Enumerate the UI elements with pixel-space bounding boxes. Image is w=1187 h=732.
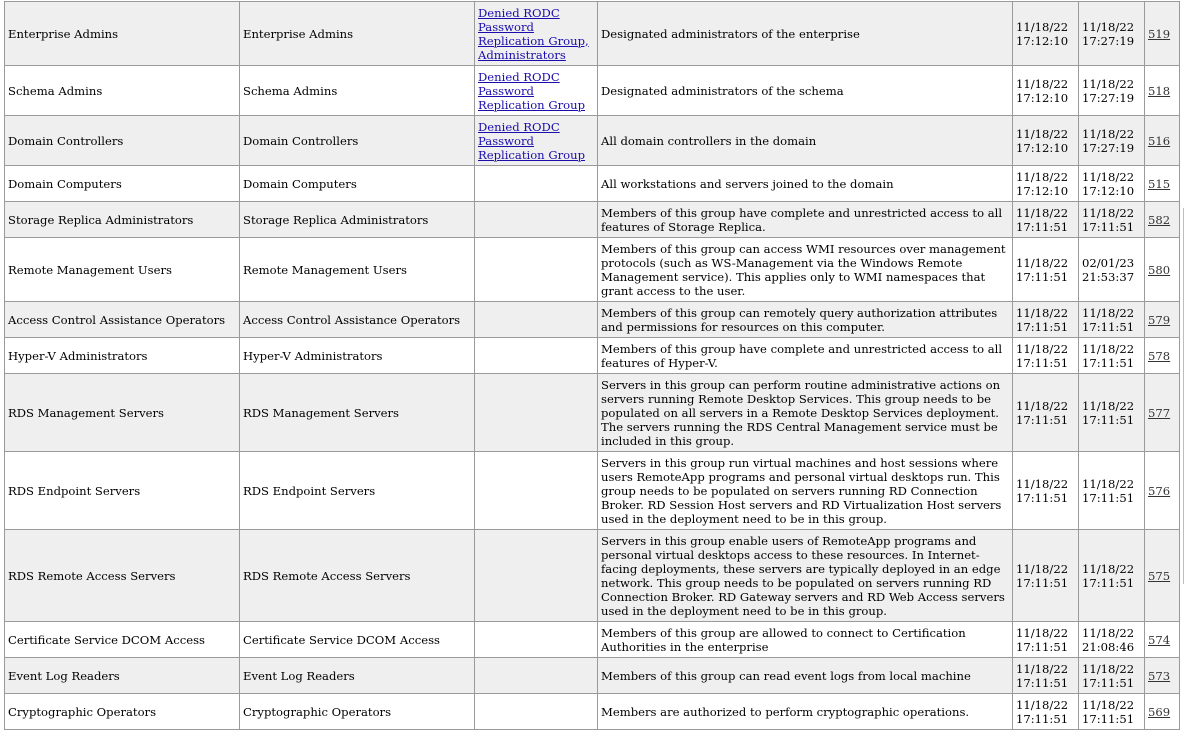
group-created: 11/18/22 17:11:51 (1013, 622, 1079, 658)
group-name: Access Control Assistance Operators (5, 302, 240, 338)
group-created: 11/18/22 17:12:10 (1013, 66, 1079, 116)
group-created: 11/18/22 17:12:10 (1013, 116, 1079, 166)
group-display-name: Access Control Assistance Operators (240, 302, 475, 338)
group-modified: 11/18/22 17:27:19 (1079, 116, 1145, 166)
group-name: RDS Remote Access Servers (5, 530, 240, 622)
group-created: 11/18/22 17:12:10 (1013, 2, 1079, 66)
group-modified: 11/18/22 17:27:19 (1079, 66, 1145, 116)
table-row (5, 530, 1180, 622)
group-description: All domain controllers in the domain (598, 116, 1013, 166)
group-display-name: RDS Remote Access Servers (240, 530, 475, 622)
group-created: 11/18/22 17:11:51 (1013, 338, 1079, 374)
rid-link[interactable]: 577 (1148, 405, 1171, 420)
table-row (5, 202, 1180, 238)
group-description: All workstations and servers joined to the domain (598, 166, 1013, 202)
vertical-scrollbar[interactable] (1183, 208, 1187, 584)
group-modified: 11/18/22 17:27:19 (1079, 2, 1145, 66)
table-row (5, 338, 1180, 374)
group-display-name: Certificate Service DCOM Access (240, 622, 475, 658)
rid-link[interactable]: 574 (1148, 632, 1171, 647)
group-rid (1145, 238, 1180, 302)
group-modified: 11/18/22 17:11:51 (1079, 302, 1145, 338)
group-created: 11/18/22 17:12:10 (1013, 166, 1079, 202)
group-description: Members of this group can access WMI resources over management protocols (such as WS-Management via the Windows Remote Management service). This applies only to WMI namespaces that grant access to the user. (598, 238, 1013, 302)
group-modified: 11/18/22 17:11:51 (1079, 452, 1145, 530)
groups-table-body (5, 2, 1180, 730)
rid-link[interactable]: 579 (1148, 312, 1171, 327)
group-display-name: Domain Computers (240, 166, 475, 202)
group-created: 11/18/22 17:11:51 (1013, 202, 1079, 238)
group-rid (1145, 530, 1180, 622)
group-display-name: Enterprise Admins (240, 2, 475, 66)
group-display-name: Domain Controllers (240, 116, 475, 166)
group-rid (1145, 622, 1180, 658)
group-display-name: RDS Endpoint Servers (240, 452, 475, 530)
groups-table (4, 1, 1180, 730)
group-name: Enterprise Admins (5, 2, 240, 66)
group-member-of (475, 66, 598, 116)
rid-link[interactable]: 580 (1148, 262, 1171, 277)
group-name: Domain Controllers (5, 116, 240, 166)
group-display-name: Hyper-V Administrators (240, 338, 475, 374)
group-member-of (475, 622, 598, 658)
group-member-of (475, 338, 598, 374)
group-name: RDS Endpoint Servers (5, 452, 240, 530)
rid-link[interactable]: 576 (1148, 483, 1171, 498)
group-description: Members of this group are allowed to connect to Certification Authorities in the enterprise (598, 622, 1013, 658)
group-description: Designated administrators of the schema (598, 66, 1013, 116)
group-rid (1145, 166, 1180, 202)
group-display-name: RDS Management Servers (240, 374, 475, 452)
group-description: Servers in this group can perform routine administrative actions on servers running Remote Desktop Services. This group needs to be populated on all servers in a Remote Desktop Services deployment. The servers running the RDS Central Management service must be included in this group. (598, 374, 1013, 452)
group-name: RDS Management Servers (5, 374, 240, 452)
rid-link[interactable]: 575 (1148, 568, 1171, 583)
group-name: Hyper-V Administrators (5, 338, 240, 374)
table-row (5, 658, 1180, 694)
table-row (5, 374, 1180, 452)
group-modified: 11/18/22 17:11:51 (1079, 338, 1145, 374)
group-created: 11/18/22 17:11:51 (1013, 374, 1079, 452)
group-member-of (475, 302, 598, 338)
group-modified: 11/18/22 17:11:51 (1079, 658, 1145, 694)
group-description: Designated administrators of the enterprise (598, 2, 1013, 66)
group-member-of (475, 694, 598, 730)
rid-link[interactable]: 515 (1148, 176, 1171, 191)
group-modified: 11/18/22 17:11:51 (1079, 530, 1145, 622)
group-rid (1145, 2, 1180, 66)
table-row (5, 302, 1180, 338)
group-modified: 11/18/22 21:08:46 (1079, 622, 1145, 658)
rid-link[interactable]: 519 (1148, 26, 1171, 41)
group-name: Domain Computers (5, 166, 240, 202)
table-row (5, 2, 1180, 66)
group-description: Servers in this group enable users of RemoteApp programs and personal virtual desktops access to these resources. In Internet-facing deployments, these servers are typically deployed in an edge network. This group needs to be populated on servers running RD Connection Broker. RD Gateway servers and RD Web Access servers used in the deployment need to be in this group. (598, 530, 1013, 622)
group-created: 11/18/22 17:11:51 (1013, 530, 1079, 622)
group-member-of (475, 202, 598, 238)
group-created: 11/18/22 17:11:51 (1013, 238, 1079, 302)
table-row (5, 622, 1180, 658)
table-row (5, 238, 1180, 302)
group-member-of (475, 530, 598, 622)
group-description: Servers in this group run virtual machines and host sessions where users RemoteApp programs and personal virtual desktops run. This group needs to be populated on servers running RD Connection Broker. RD Session Host servers and RD Virtualization Host servers used in the deployment need to be in this group. (598, 452, 1013, 530)
rid-link[interactable]: 578 (1148, 348, 1171, 363)
group-created: 11/18/22 17:11:51 (1013, 694, 1079, 730)
group-rid (1145, 374, 1180, 452)
group-modified: 11/18/22 17:11:51 (1079, 202, 1145, 238)
member-of-link[interactable]: Denied RODC Password Replication Group (478, 69, 586, 112)
group-rid (1145, 658, 1180, 694)
group-member-of (475, 238, 598, 302)
group-display-name: Event Log Readers (240, 658, 475, 694)
group-name: Event Log Readers (5, 658, 240, 694)
group-member-of (475, 452, 598, 530)
table-row (5, 452, 1180, 530)
rid-link[interactable]: 516 (1148, 133, 1171, 148)
group-modified: 11/18/22 17:11:51 (1079, 694, 1145, 730)
group-display-name: Storage Replica Administrators (240, 202, 475, 238)
group-name: Schema Admins (5, 66, 240, 116)
rid-link[interactable]: 582 (1148, 212, 1171, 227)
table-row (5, 166, 1180, 202)
group-created: 11/18/22 17:11:51 (1013, 302, 1079, 338)
group-name: Certificate Service DCOM Access (5, 622, 240, 658)
group-created: 11/18/22 17:11:51 (1013, 452, 1079, 530)
group-member-of (475, 166, 598, 202)
group-rid (1145, 302, 1180, 338)
group-rid (1145, 202, 1180, 238)
group-display-name: Schema Admins (240, 66, 475, 116)
group-rid (1145, 66, 1180, 116)
rid-link[interactable]: 518 (1148, 83, 1171, 98)
group-member-of (475, 116, 598, 166)
group-name: Storage Replica Administrators (5, 202, 240, 238)
group-rid (1145, 338, 1180, 374)
group-rid (1145, 694, 1180, 730)
group-description: Members of this group can read event logs from local machine (598, 658, 1013, 694)
group-name: Remote Management Users (5, 238, 240, 302)
group-name: Cryptographic Operators (5, 694, 240, 730)
group-description: Members of this group have complete and unrestricted access to all features of Storage Replica. (598, 202, 1013, 238)
rid-link[interactable]: 569 (1148, 704, 1171, 719)
group-description: Members are authorized to perform cryptographic operations. (598, 694, 1013, 730)
group-created: 11/18/22 17:11:51 (1013, 658, 1079, 694)
group-rid (1145, 452, 1180, 530)
group-member-of (475, 2, 598, 66)
group-description: Members of this group have complete and unrestricted access to all features of Hyper-V. (598, 338, 1013, 374)
group-modified: 02/01/23 21:53:37 (1079, 238, 1145, 302)
rid-link[interactable]: 573 (1148, 668, 1171, 683)
group-rid (1145, 116, 1180, 166)
group-member-of (475, 374, 598, 452)
group-modified: 11/18/22 17:11:51 (1079, 374, 1145, 452)
group-display-name: Cryptographic Operators (240, 694, 475, 730)
group-display-name: Remote Management Users (240, 238, 475, 302)
table-row (5, 694, 1180, 730)
table-row (5, 116, 1180, 166)
group-description: Members of this group can remotely query authorization attributes and permissions for resources on this computer. (598, 302, 1013, 338)
table-row (5, 66, 1180, 116)
member-of-link[interactable]: Denied RODC Password Replication Group, Administrators (478, 5, 589, 62)
member-of-link[interactable]: Denied RODC Password Replication Group (478, 119, 586, 162)
group-modified: 11/18/22 17:12:10 (1079, 166, 1145, 202)
group-member-of (475, 658, 598, 694)
